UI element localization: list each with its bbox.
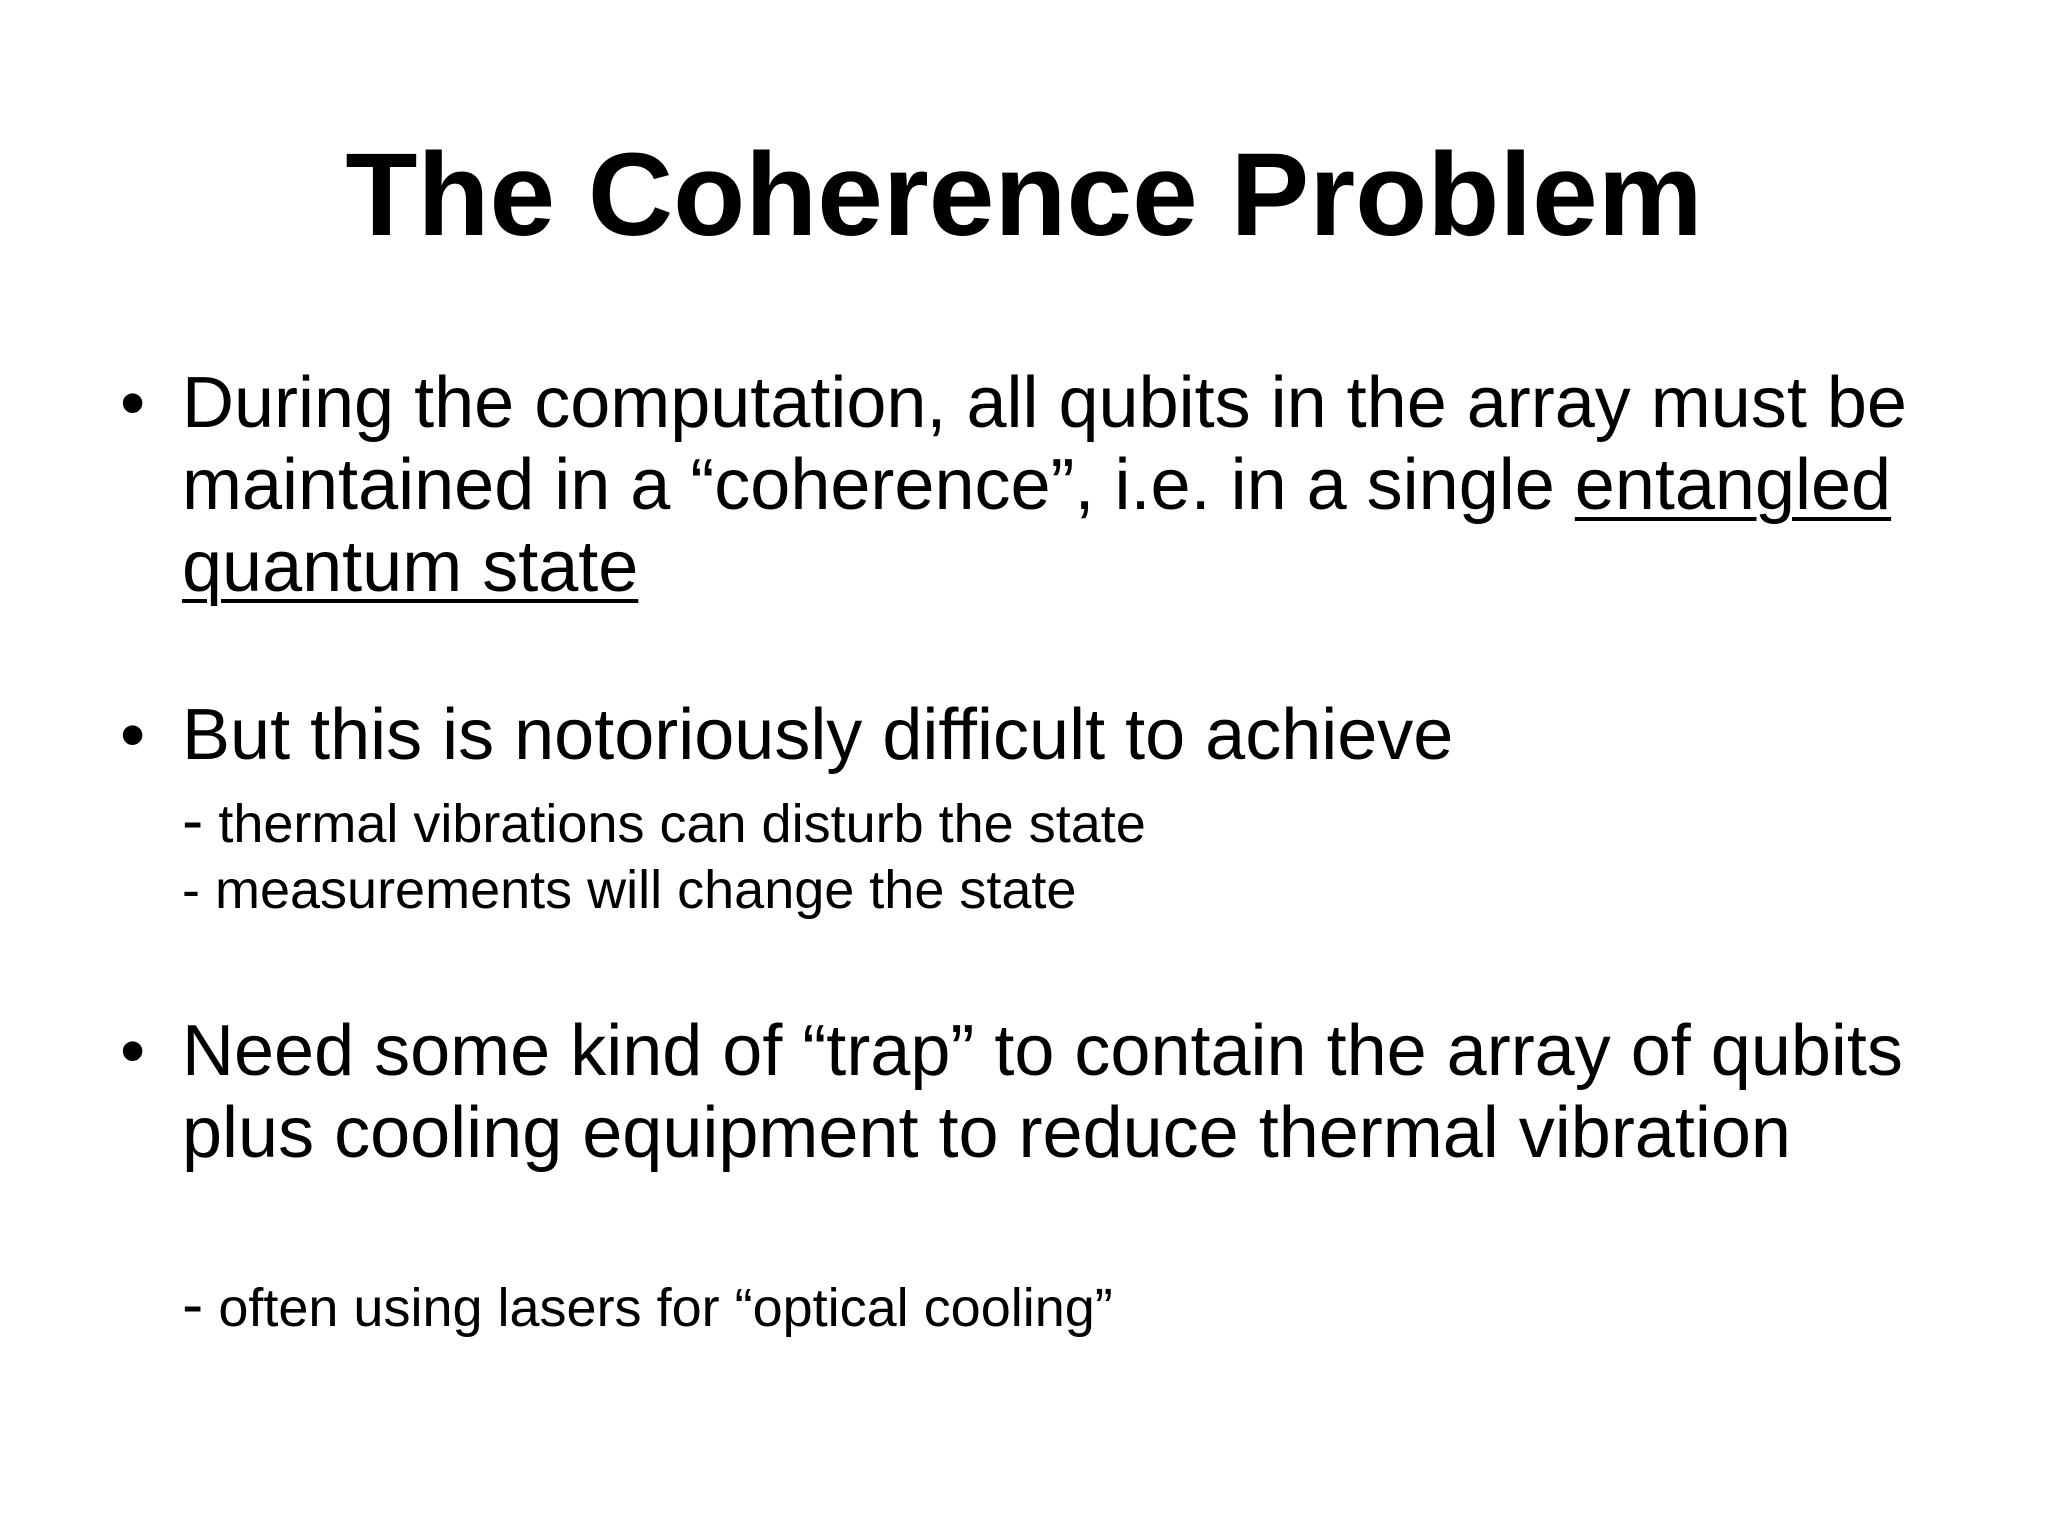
sub-item (182, 784, 1146, 856)
slide-title: The Coherence Problem (345, 129, 1703, 261)
bullet-marker: • (120, 695, 146, 775)
sub-item-text: often using lasers for “optical cooling” (203, 1278, 1113, 1338)
sub-item-text: measurements will change the state (199, 860, 1077, 920)
sub-item-dash: - (182, 784, 204, 856)
sub-item (182, 1268, 1113, 1340)
sub-item (182, 858, 1076, 922)
sub-item-dash: - (182, 860, 200, 920)
bullet-text-underlined: entangled quantum state (182, 445, 1892, 607)
sub-item-dash: - (182, 1268, 204, 1340)
bullet-text: But this is notoriously difficult to achieve (182, 695, 1454, 775)
bullet-text: Need some kind of “trap” to contain the array of qubits plus cooling equipment to reduce thermal vibration (182, 1011, 1903, 1173)
bullet-text (182, 362, 1942, 608)
bullet-marker: • (120, 1011, 146, 1091)
bullet-marker: • (120, 363, 146, 443)
bullet-text-plain: During the computation, all qubits in the array must be maintained in a “coherence”, i.e. in a single (182, 363, 1907, 525)
sub-item-text: thermal vibrations can disturb the state (203, 794, 1146, 854)
